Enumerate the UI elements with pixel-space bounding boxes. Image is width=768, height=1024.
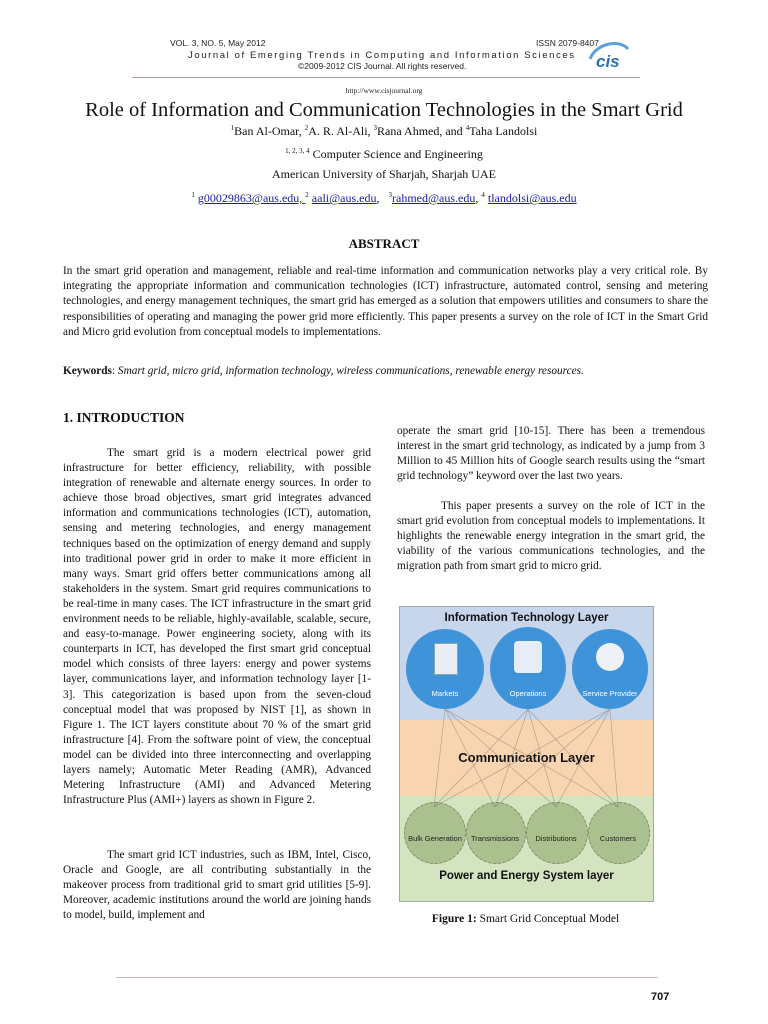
- cloud-label-customers: Customers: [599, 834, 637, 843]
- author-emails: $^1$ g00029863@aus.edu, $^2$ aali@aus.edu, $^3$rahmed@aus.edu, $^4$ tlandolsi@aus.edu: [191, 191, 577, 205]
- authors: $^1$Ban Al-Omar, $^2$A. R. Al-Ali, $^3$Rana Ahmed, and $^4$Taha Landolsi: [230, 124, 538, 138]
- page-number: 707: [651, 991, 670, 1003]
- cis-logo: [586, 37, 632, 73]
- abstract-heading: ABSTRACT: [348, 236, 420, 251]
- affiliation-university: American University of Sharjah, Sharjah UAE: [272, 167, 496, 181]
- svg-text:cis: cis: [596, 52, 620, 71]
- email-link-4[interactable]: tlandolsi@aus.edu: [487, 191, 577, 205]
- cloud-label-operations: Operations: [509, 689, 547, 698]
- cloud-label-distributions: Distributions: [535, 834, 577, 843]
- affiliation-dept: $^{1, 2, 3, 4}$ Computer Science and Engineering: [285, 147, 483, 161]
- it-layer-title: Information Technology Layer: [444, 612, 609, 624]
- journal-name: Journal of Emerging Trends in Computing and Information Sciences: [188, 50, 576, 61]
- cloud-label-service-provider: Service Provider: [582, 689, 638, 698]
- intro-paragraph-1: The smart grid is a modern electrical power grid infrastructure for better efficiency, reliability, with possible integration of renewable and alternate energy sources. In order to achieve those broad objectives, smart grid integrates advanced information and communications technologies (ICT), automation, sensing and metering technologies, and energy management techniques based on the optimization of energy demand and supply into traditional power grid in order to make it more efficient in many ways. Smart grid offers better communications among all stakeholders in the system. Smart grid requires communications to be real-time in many cases. The ICT infrastructure in the smart grid environment needs to be reliable, highly-available, scalable, secure, and easy-to-manage. Power engineering society, along with its counterparts in ICT, has developed the first smart grid conceptual model which consists of three layers: energy and power systems layer, communications layer, and information technology layer [1-3]. This categorization is based upon from the seven-cloud conceptual model that was proposed by NIST [1], as shown in Figure 1. The ICT layers constitute about 70 % of the smart grid infrastructure [4]. From the software point of view, the conceptual model can be divided into three interconnecting and overlapping layers namely; Automatic Meter Reading (AMR), Advanced Metering Infrastructure (AMI) and Advanced Metering Infrastructure Plus (AMI+) layers as shown in Figure 2.: [63, 447, 371, 807]
- figure-caption: Figure 1: Smart Grid Conceptual Model: [431, 913, 620, 925]
- figure-smart-grid-model: [399, 606, 654, 902]
- connection-lines: [400, 607, 653, 901]
- email-link-1[interactable]: g00029863@aus.edu,: [197, 191, 306, 205]
- section-heading-introduction: 1. INTRODUCTION: [63, 410, 185, 425]
- abstract-text: In the smart grid operation and management, reliable and real-time information and communication networks play a very critical role. By integrating the appropriate information and communication technologies (ICT) infrastructure, automated control, sensing and metering technologies, and energy management techniques, the smart grid has emerged as a solution that empowers utilities and consumers to share the responsibilities of operating and managing the power grid more efficiently. This paper presents a survey on the role of ICT in the Smart Grid and Micro grid evolution from conceptual models to implementations.: [63, 265, 708, 338]
- cloud-label-transmissions: Transmissions: [470, 834, 520, 843]
- cloud-label-markets: Markets: [431, 689, 459, 698]
- right-paragraph-2: This paper presents a survey on the role of ICT in the smart grid evolution from conceptual models to implementations. It highlights the renewable energy integration in the smart grid, the viability of the various communications technologies, and the migration path from smart grid to micro grid.: [397, 500, 705, 573]
- paper-title: Role of Information and Communication Technologies in the Smart Grid: [85, 99, 683, 121]
- power-layer-title: Power and Energy System layer: [439, 870, 614, 882]
- volume-info: VOL. 3, NO. 5, May 2012: [170, 38, 266, 48]
- copyright: ©2009-2012 CIS Journal. All rights reserved.: [298, 61, 467, 71]
- email-link-3[interactable]: rahmed@aus.edu: [392, 191, 476, 205]
- journal-url[interactable]: http://www.cisjournal.org: [345, 86, 423, 95]
- keywords: Keywords: Smart grid, micro grid, information technology, wireless communications, renewable energy resources.: [63, 365, 584, 377]
- intro-paragraph-2: The smart grid ICT industries, such as IBM, Intel, Cisco, Oracle and Google, are all contributing substantially in the makeover process from traditional grid to smart grid utilities [5-9]. Moreover, academic institutions around the world are joining hands to model, build, implement and: [63, 849, 371, 922]
- footer-rule: [116, 977, 658, 978]
- communication-layer-title: Communication Layer: [458, 750, 595, 765]
- right-paragraph-1: operate the smart grid [10-15]. There has been a tremendous interest in the smart grid technology, as indicated by a jump from 3 Million to 45 Million hits of Google search results using the “smart grid technology” keyword over the last two years.: [397, 425, 705, 483]
- header-rule: [132, 77, 640, 78]
- cloud-label-bulk-generation: Bulk Generation: [408, 834, 462, 843]
- issn: ISSN 2079-8407: [536, 38, 599, 48]
- email-link-2[interactable]: aali@aus.edu: [311, 191, 377, 205]
